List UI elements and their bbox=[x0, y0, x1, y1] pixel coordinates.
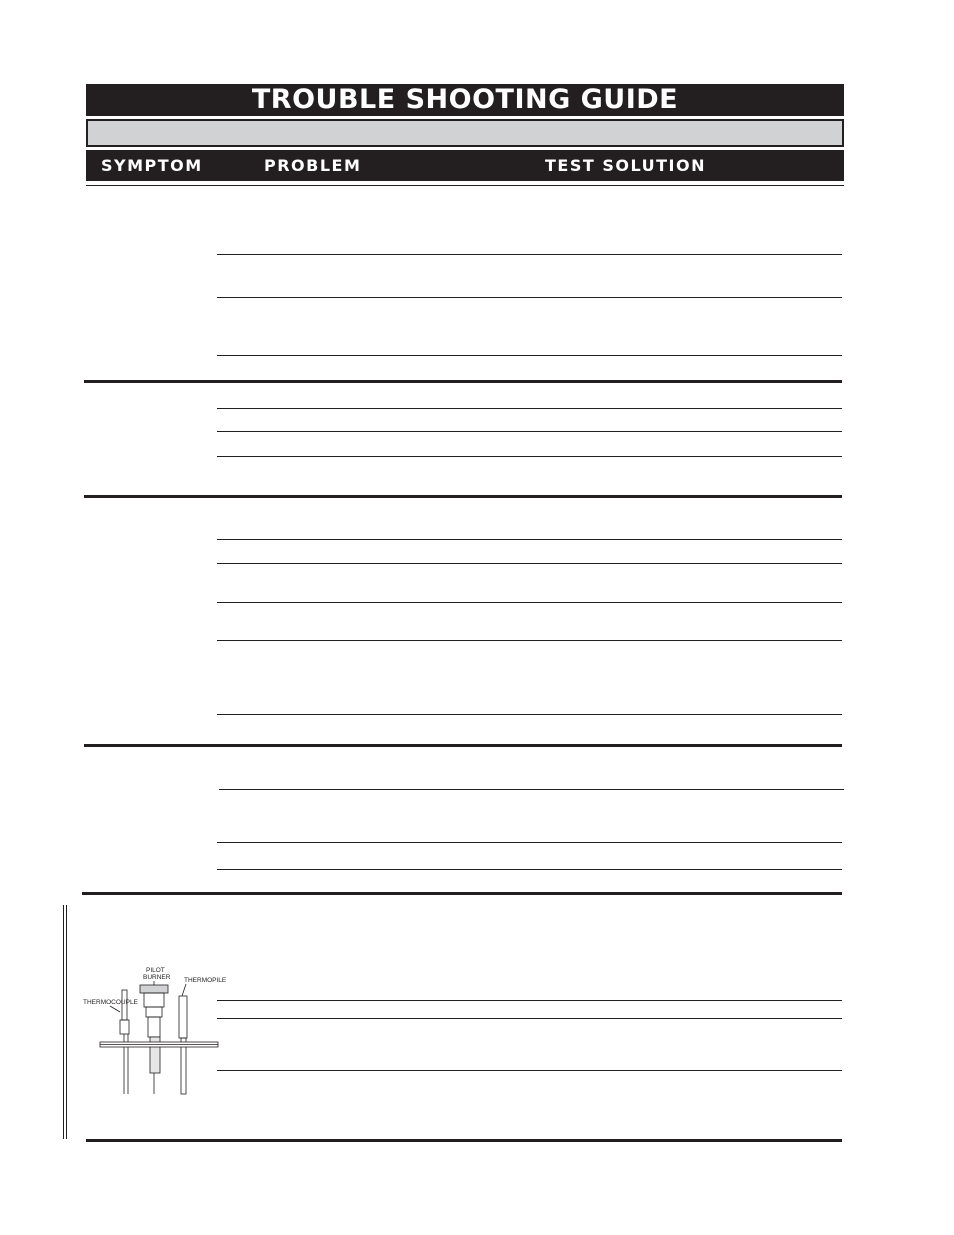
margin-rule bbox=[63, 905, 64, 1139]
subtitle-bar bbox=[86, 119, 844, 147]
row-divider bbox=[217, 254, 842, 255]
section-divider bbox=[84, 495, 842, 498]
label-thermocouple: THERMOCOUPLE bbox=[83, 999, 138, 1006]
row-divider bbox=[217, 714, 842, 715]
column-header-symptom: SYMPTOM bbox=[101, 156, 203, 175]
row-divider bbox=[217, 640, 842, 641]
pilot-assembly-drawing bbox=[100, 981, 218, 1094]
page-title: TROUBLE SHOOTING GUIDE bbox=[86, 84, 844, 116]
row-divider bbox=[217, 539, 842, 540]
label-thermopile: THERMOPILE bbox=[184, 977, 227, 984]
row-divider bbox=[217, 563, 842, 564]
row-divider bbox=[217, 1070, 842, 1071]
column-header-bar bbox=[86, 150, 844, 181]
pilot-assembly-diagram bbox=[80, 960, 230, 1100]
row-divider bbox=[217, 869, 842, 870]
row-divider bbox=[217, 602, 842, 603]
section-divider bbox=[82, 892, 842, 895]
row-divider bbox=[217, 1018, 842, 1019]
header-underline bbox=[86, 185, 844, 186]
row-divider bbox=[217, 297, 842, 298]
column-header-problem: PROBLEM bbox=[264, 156, 362, 175]
row-divider bbox=[217, 842, 842, 843]
row-divider bbox=[217, 431, 842, 432]
row-divider bbox=[217, 355, 842, 356]
section-divider bbox=[84, 380, 842, 383]
row-divider bbox=[219, 789, 844, 790]
column-header-solution: TEST SOLUTION bbox=[545, 156, 706, 175]
margin-rule bbox=[66, 905, 67, 1139]
label-burner: BURNER bbox=[143, 974, 171, 981]
table-bottom-rule bbox=[86, 1139, 842, 1142]
row-divider bbox=[217, 408, 842, 409]
label-pilot: PILOT bbox=[146, 967, 165, 974]
section-divider bbox=[84, 744, 842, 747]
row-divider bbox=[217, 456, 842, 457]
row-divider bbox=[217, 1000, 842, 1001]
